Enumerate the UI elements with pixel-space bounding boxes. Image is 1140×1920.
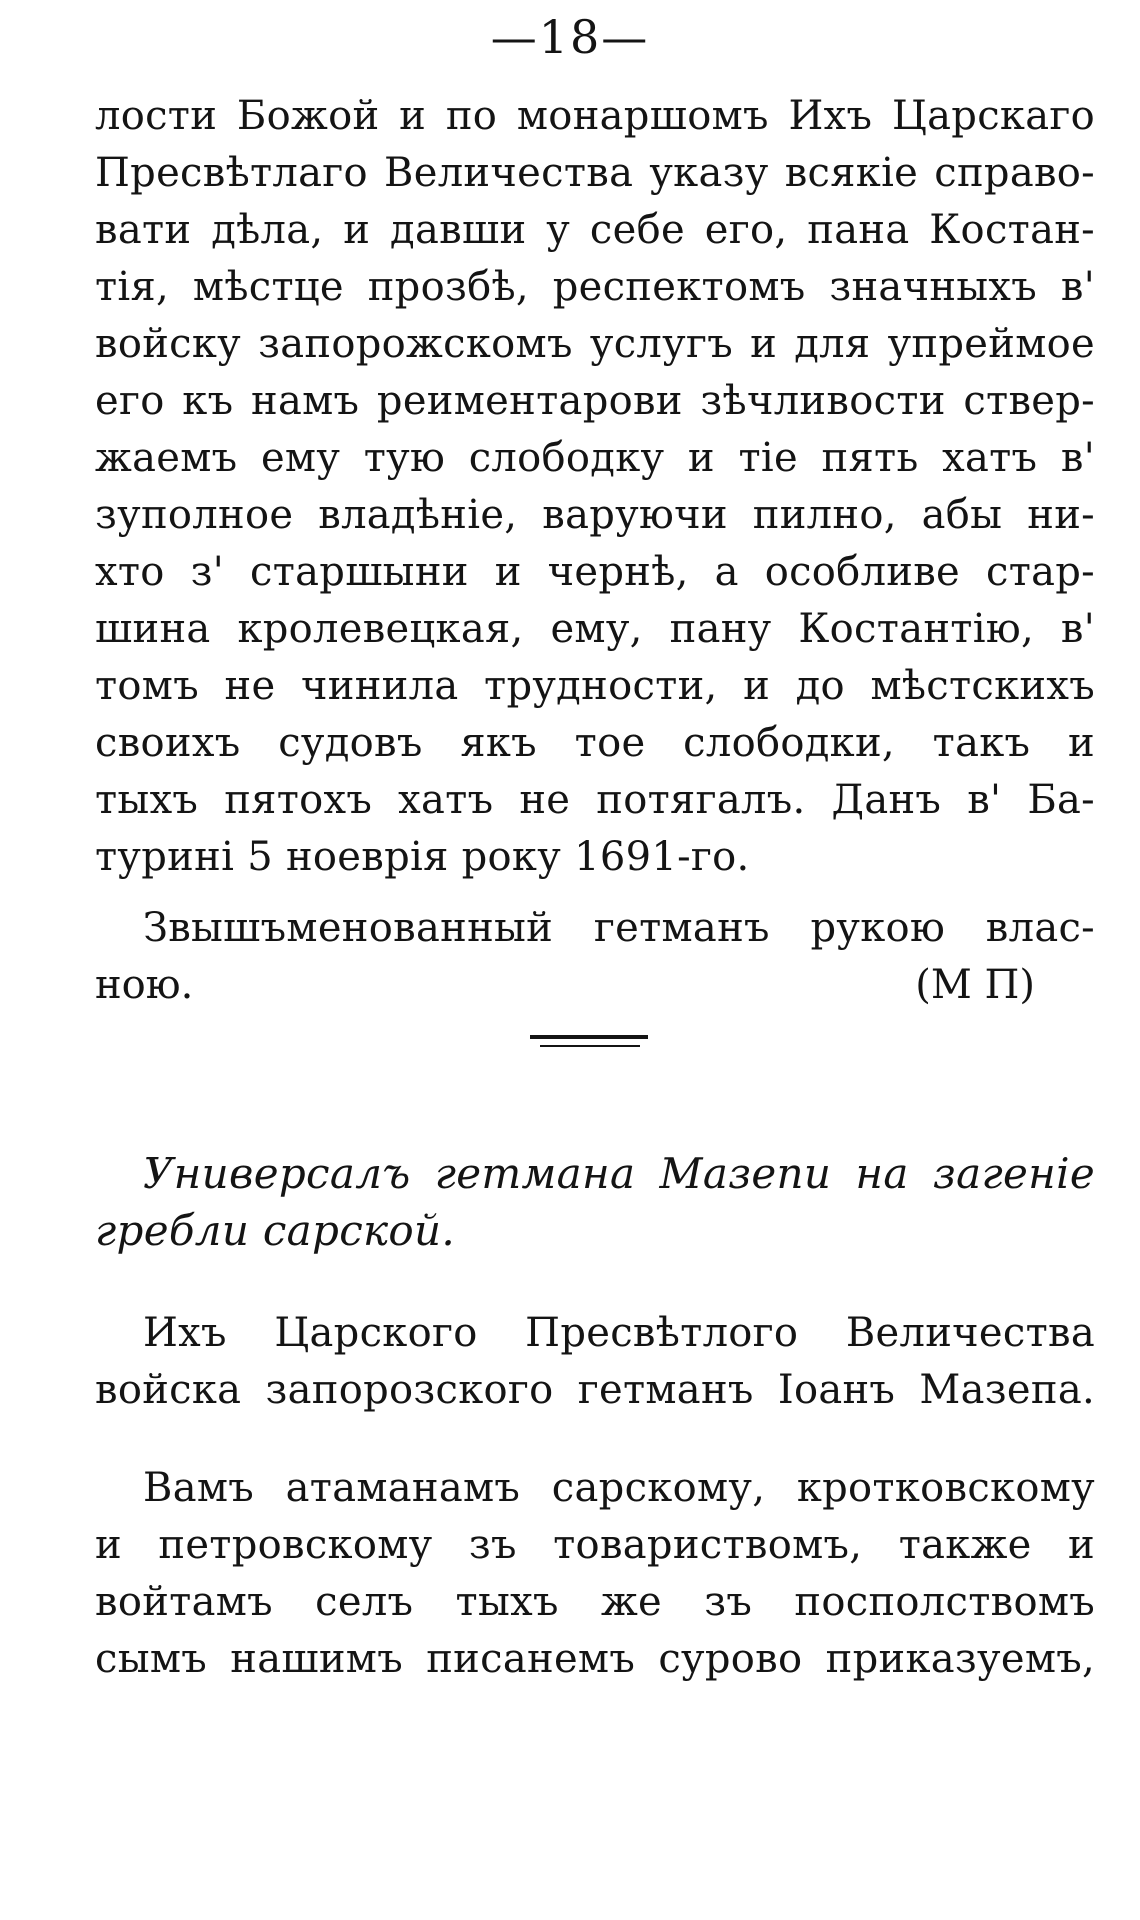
section-heading [95,1145,1095,1259]
text-line: Пресвѣтлаго Величества указу всякіе справо- [95,150,1095,196]
address-paragraph [95,1305,1095,1419]
text-line: войску запорожскомъ услугъ и для упреймое [95,321,1095,367]
text-line: лости Божой и по монаршомъ Ихъ Царскаго [95,93,1095,139]
text-line: томъ не чинила трудности, и до мѣстскихъ [95,663,1095,709]
heading-line: гребли сарской. [95,1206,455,1255]
section-divider-thin [540,1045,640,1047]
section-divider [530,1035,648,1039]
text-line: вати дѣла, и давши у себе его, пана Костан- [95,207,1095,253]
text-line: жаемъ ему тую слободку и тіе пять хатъ в' [95,435,1095,481]
text-line: хто з' старшыни и чернѣ, а особливе стар- [95,549,1095,595]
text-line: сымъ нашимъ писанемъ сурово приказуемъ, [95,1636,1095,1682]
page-number: —18— [490,10,650,64]
text-line: зуполное владѣніе, варуючи пилно, абы ни- [95,492,1095,538]
text-line: шина кролевецкая, ему, пану Костантію, в' [95,606,1095,652]
text-line: Вамъ атаманамъ сарскому, кротковскому [143,1465,1095,1511]
heading-line: Универсалъ гетмана Мазепи на загеніе [143,1149,1095,1198]
signature-row [95,957,1095,1014]
signature-line: Звышъменованный гетманъ рукою влас- [143,905,1095,951]
text-line: тія, мѣстце прозбѣ, респектомъ значныхъ в' [95,264,1095,310]
text-line: войска запорозского гетманъ Іоанъ Мазепа. [95,1367,1095,1413]
paragraph-continuation [95,88,1095,886]
text-line: и петровскому зъ товариствомъ, также и [95,1522,1095,1568]
signature-text: ною. [95,962,194,1008]
seal-mark: (М П) [915,962,1035,1008]
text-line: Ихъ Царского Пресвѣтлого Величества [143,1310,1095,1356]
text-line: тыхъ пятохъ хатъ не потягалъ. Данъ в' Ба- [95,777,1095,823]
text-line: его къ намъ реиментарови зѣчливости ствер- [95,378,1095,424]
text-line: своихъ судовъ якъ тое слободки, такъ и [95,720,1095,766]
text-line: турині 5 ноеврія року 1691-го. [95,834,750,880]
text-line: войтамъ селъ тыхъ же зъ посполствомъ [95,1579,1095,1625]
order-paragraph [95,1460,1095,1688]
signature-paragraph [95,900,1095,1014]
